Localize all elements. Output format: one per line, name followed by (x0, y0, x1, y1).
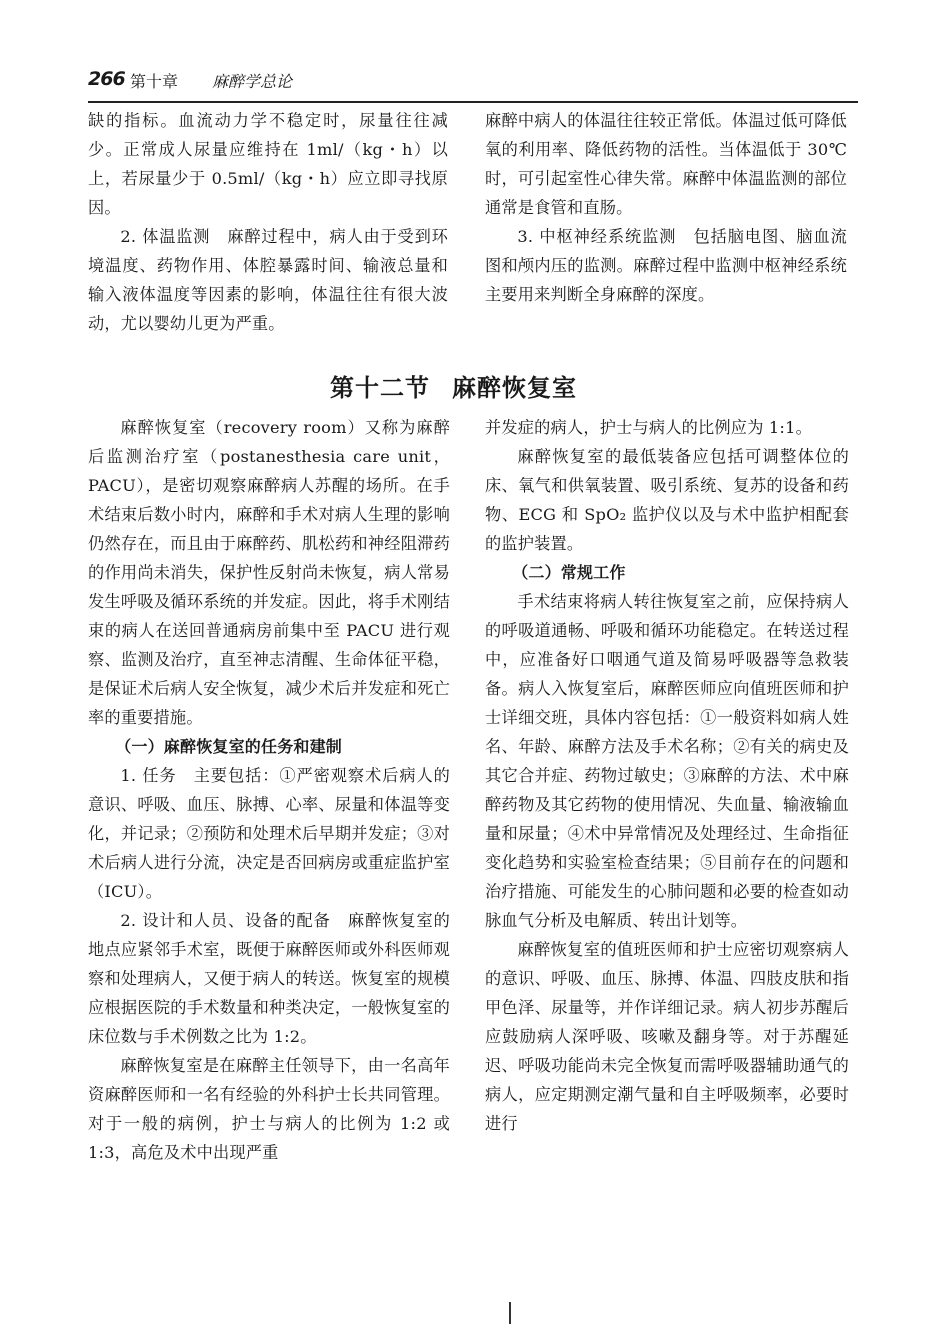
paragraph: 2. 体温监测 麻醉过程中，病人由于受到环境温度、药物作用、体腔暴露时间、输液总量和输入液体温度等因素的影响，体温往往有很大波动，尤以婴幼儿更为严重。 (88, 227, 448, 333)
subsection-heading: （一）麻醉恢复室的任务和建制 (115, 737, 342, 756)
paragraph: 手术结束将病人转往恢复室之前，应保持病人的呼吸道通畅、呼吸和循环功能稳定。在转送过程中，应准备好口咽通气道及简易呼吸器等急救装备。病人入恢复室后，麻醉医师应向值班医师和护士详细交班，具体内容包括：①一般资料如病人姓名、年龄、麻醉方法及手术名称；②有关的病史及其它合并症、药物过敏史；③麻醉的方法、术中麻醉药物及其它药物的使用情况、失血量、输液输血量和尿量；④术中异常情况及处理经过、生命指征变化趋势和实验室检查结果；⑤目前存在的问题和治疗措施、可能发生的心肺问题和必要的检查如动脉血气分析及电解质、转出计划等。 (485, 592, 849, 930)
paragraph: 3. 中枢神经系统监测 包括脑电图、脑血流图和颅内压的监测。麻醉过程中监测中枢神经系统主要用来判断全身麻醉的深度。 (485, 227, 847, 304)
paragraph: 2. 设计和人员、设备的配备 麻醉恢复室的地点应紧邻手术室，既便于麻醉医师或外科医师观察和处理病人，又便于病人的转送。恢复室的规模应根据医院的手术数量和种类决定，一般恢复室的床位数与手术例数之比为 1:2。 (88, 911, 450, 1046)
section-heading: 麻醉恢复室 (452, 374, 577, 402)
top-right-column (485, 106, 847, 309)
subsection-heading: （二）常规工作 (512, 563, 626, 582)
top-left-column (88, 106, 448, 338)
paragraph: 并发症的病人，护士与病人的比例应为 1:1。 (485, 418, 812, 437)
paragraph: 麻醉恢复室的值班医师和护士应密切观察病人的意识、呼吸、血压、脉搏、体温、四肢皮肤和指甲色泽、尿量等，并作详细记录。病人初步苏醒后应鼓励病人深呼吸、咳嗽及翻身等。对于苏醒延迟、呼吸功能尚未完全恢复而需呼吸器辅助通气的病人，应定期测定潮气量和自主呼吸频率，必要时进行 (485, 940, 849, 1133)
paragraph: 麻醉中病人的体温往往较正常低。体温过低可降低氧的利用率、降低药物的活性。当体温低于 30℃ 时，可引起室性心律失常。麻醉中体温监测的部位通常是食管和直肠。 (485, 111, 847, 217)
paragraph: 麻醉恢复室的最低装备应包括可调整体位的床、氧气和供氧装置、吸引系统、复苏的设备和药物、ECG 和 SpO₂ 监护仪以及与术中监护相配套的监护装置。 (485, 447, 849, 553)
paragraph: 缺的指标。血流动力学不稳定时，尿量往往减少。正常成人尿量应维持在 1ml/（kg・h）以上，若尿量少于 0.5ml/（kg・h）应立即寻找原因。 (88, 111, 448, 217)
paragraph: 1. 任务 主要包括：①严密观察术后病人的意识、呼吸、血压、脉搏、心率、尿量和体温等变化，并记录；②预防和处理术后早期并发症；③对术后病人进行分流，决定是否回病房或重症监护室（ICU）。 (88, 766, 450, 901)
section-number: 第十二节 (330, 374, 430, 402)
chapter-label: 第十章 (130, 72, 179, 91)
paragraph: 麻醉恢复室是在麻醉主任领导下，由一名高年资麻醉医师和一名有经验的外科护士长共同管理。对于一般的病例，护士与病人的比例为 1:2 或 1:3，高危及术中出现严重 (88, 1056, 450, 1162)
right-column (485, 413, 849, 1138)
left-column (88, 413, 450, 1167)
page-header (88, 68, 868, 98)
section-title (330, 368, 577, 403)
paragraph: 麻醉恢复室（recovery room）又称为麻醉后监测治疗室（postanesthesia care unit，PACU），是密切观察麻醉病人苏醒的场所。在手术结束后数小时内，麻醉和手术对病人生理的影响仍然存在，而且由于麻醉药、肌松药和神经阻滞药的作用尚未消失，保护性反射尚未恢复，病人常易发生呼吸及循环系统的并发症。因此，将手术刚结束的病人在送回普通病房前集中至 PACU 进行观察、监测及治疗，直至神志清醒、生命体征平稳，是保证术后病人安全恢复，减少术后并发症和死亡率的重要措施。 (88, 418, 450, 727)
page-number: 266 (88, 68, 125, 90)
scan-mark (509, 1302, 511, 1324)
chapter-title: 麻醉学总论 (212, 72, 293, 91)
header-rule (88, 101, 858, 103)
